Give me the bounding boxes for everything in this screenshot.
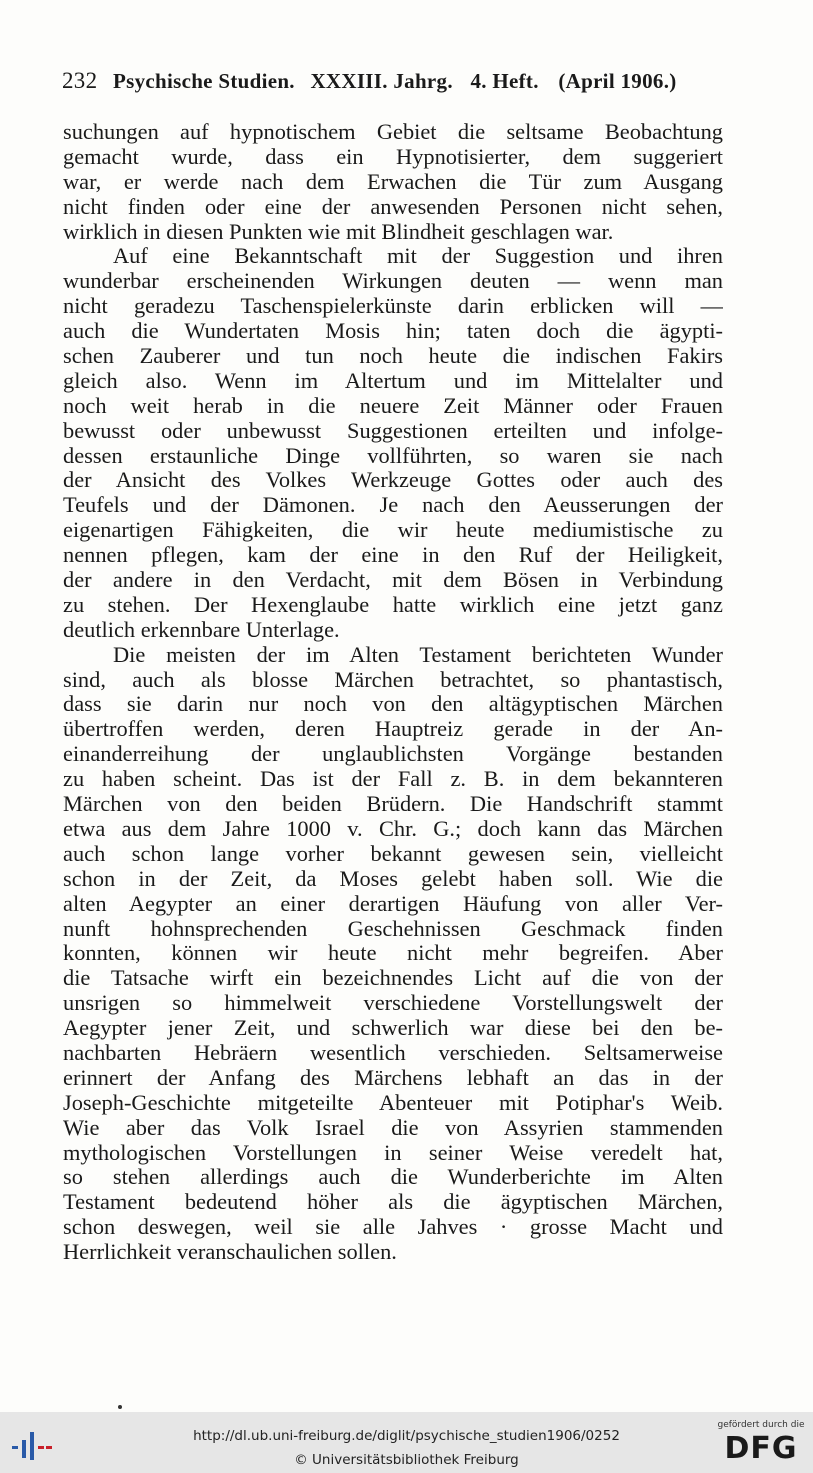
issue-date: (April 1906.) (558, 69, 677, 93)
text-line: Teufels und der Dämonen. Je nach den Aeusserungen der (63, 493, 723, 518)
copyright-notice: © Universitätsbibliothek Freiburg (294, 1452, 519, 1468)
journal-title: Psychische Studien. (112, 69, 295, 93)
text-line: Testament bedeutend höher als die ägyptischen Märchen, (63, 1190, 723, 1215)
text-line: übertroffen werden, deren Hauptreiz gerade in der An- (63, 717, 723, 742)
text-line: der Ansicht des Volkes Werkzeuge Gottes oder auch des (63, 468, 723, 493)
text-line: die Tatsache wirft ein bezeichnendes Licht auf die von der (63, 966, 723, 991)
viewer-footer (0, 1412, 813, 1473)
text-line: nicht finden oder eine der anwesenden Personen nicht sehen, (63, 194, 723, 219)
text-line: schen Zauberer und tun noch heute die indischen Fakirs (63, 344, 723, 369)
text-line: unsrigen so himmelweit verschiedene Vorstellungswelt der (63, 991, 723, 1016)
text-line: der andere in den Verdacht, mit dem Bösen in Verbindung (63, 568, 723, 593)
text-line: Märchen von den beiden Brüdern. Die Handschrift stammt (63, 792, 723, 817)
text-line: so stehen allerdings auch die Wunderberichte im Alten (63, 1165, 723, 1190)
page-number: 232 (62, 68, 98, 93)
text-line: nachbarten Hebräern wesentlich verschieden. Seltsamerweise (63, 1040, 723, 1065)
text-line: deutlich erkennbare Unterlage. (63, 617, 340, 642)
text-line: war, er werde nach dem Erwachen die Tür zum Ausgang (63, 169, 723, 194)
text-line: gleich also. Wenn im Altertum und im Mittelalter und (63, 368, 723, 393)
text-line: nicht geradezu Taschenspielerkünste darin erblicken will — (63, 294, 723, 319)
dfg-logo (716, 1420, 806, 1468)
issue-label: 4. Heft. (470, 69, 539, 93)
text-line: auch die Wundertaten Mosis hin; taten doch die ägypti- (63, 319, 723, 344)
text-line: mythologischen Vorstellungen in seiner Weise veredelt hat, (63, 1140, 723, 1165)
volume-label: XXXIII. Jahrg. (310, 69, 453, 93)
text-line: dessen erstaunliche Dinge vollführten, so waren sie nach (63, 443, 723, 468)
text-line: schon deswegen, weil sie alle Jahves · grosse Macht und (63, 1215, 723, 1240)
text-line: eigenartigen Fähigkeiten, die wir heute mediumistische zu (63, 518, 723, 543)
text-line: etwa aus dem Jahre 1000 v. Chr. G.; doch kann das Märchen (63, 816, 723, 841)
text-line: noch weit herab in die neuere Zeit Männer oder Frauen (63, 393, 723, 418)
text-line: einanderreihung der unglaublichsten Vorgänge bestanden (63, 742, 723, 767)
text-line: bewusst oder unbewusst Suggestionen erteilten und infolge- (63, 418, 723, 443)
running-head (62, 68, 702, 98)
document-url[interactable]: http://dl.ub.uni-freiburg.de/diglit/psychische_studien1906/0252 (193, 1428, 620, 1444)
text-line: wunderbar erscheinenden Wirkungen deuten — wenn man (63, 269, 723, 294)
text-line: nennen pflegen, kam der eine in den Ruf der Heiligkeit, (63, 543, 723, 568)
text-line: gemacht wurde, dass ein Hypnotisierter, dem suggeriert (63, 144, 723, 169)
text-line: nunft hohnsprechenden Geschehnissen Geschmack finden (63, 916, 723, 941)
text-line: Herrlichkeit veranschaulichen sollen. (63, 1240, 397, 1265)
dfg-caption: gefördert durch die (717, 1420, 805, 1430)
text-line: Wie aber das Volk Israel die von Assyrien stammenden (63, 1115, 723, 1140)
text-line: suchungen auf hypnotischem Gebiet die seltsame Beobachtung (63, 120, 723, 144)
text-line: erinnert der Anfang des Märchens lebhaft an das in der (63, 1065, 723, 1090)
text-line: sind, auch als blosse Märchen betrachtet, so phantastisch, (63, 667, 723, 692)
text-line: auch schon lange vorher bekannt gewesen sein, vielleicht (63, 841, 723, 866)
text-line: zu stehen. Der Hexenglaube hatte wirklich eine jetzt ganz (63, 592, 723, 617)
dfg-logo-text: DFG (724, 1431, 798, 1466)
ink-mark (118, 1405, 122, 1409)
body-text (63, 120, 723, 1265)
text-line: Auf eine Bekanntschaft mit der Suggestion und ihren (113, 244, 723, 269)
text-line: dass sie darin nur noch von den altägyptischen Märchen (63, 692, 723, 717)
text-line: wirklich in diesen Punkten wie mit Blindheit geschlagen war. (63, 219, 614, 244)
text-line: Die meisten der im Alten Testament berichteten Wunder (113, 642, 723, 667)
text-line: Joseph-Geschichte mitgeteilte Abenteuer mit Potiphar's Weib. (63, 1090, 723, 1115)
text-line: schon in der Zeit, da Moses gelebt haben soll. Wie die (63, 866, 723, 891)
text-line: alten Aegypter an einer derartigen Häufung von aller Ver- (63, 891, 723, 916)
text-line: Aegypter jener Zeit, und schwerlich war diese bei den be- (63, 1016, 723, 1041)
text-line: zu haben scheint. Das ist der Fall z. B. in dem bekannteren (63, 767, 723, 792)
text-line: konnten, können wir heute nicht mehr begreifen. Aber (63, 941, 723, 966)
